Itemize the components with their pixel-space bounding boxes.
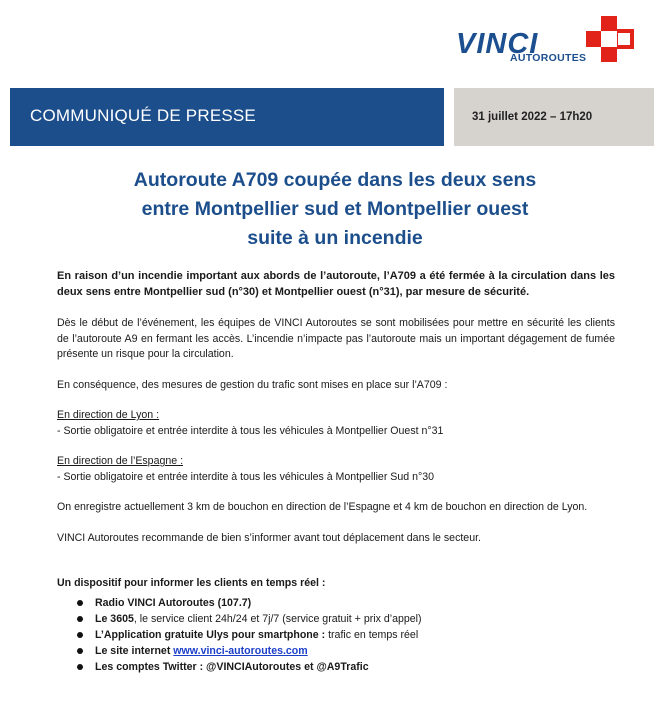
- paragraph-measures: En conséquence, des mesures de gestion du trafic sont mises en place sur l’A709 :: [57, 378, 448, 391]
- espagne-heading: En direction de l’Espagne :: [57, 455, 184, 467]
- site-label: Le site internet: [95, 644, 174, 657]
- lyon-measure: - Sortie obligatoire et entrée interdite à tous les véhicules à Montpellier Ouest n°31: [57, 424, 444, 437]
- headline: [60, 166, 610, 253]
- lead-paragraph: En raison d’un incendie important aux abords de l’autoroute, l’A709 a été fermée à la circulation dans les deux sens entre Montpellier sud (n°30) et Montpellier ouest (n°31), par mesure de sécurité.: [57, 270, 615, 298]
- info-title: Un dispositif pour informer les clients en temps réel :: [57, 577, 326, 589]
- phone-number: Le 3605: [95, 612, 134, 625]
- list-item: [77, 659, 615, 675]
- logo-wordmark: VINCI: [456, 28, 539, 60]
- press-release-banner: [10, 88, 444, 146]
- headline-line-1: Autoroute A709 coupée dans les deux sens: [133, 169, 537, 191]
- list-item: [77, 627, 615, 643]
- logo-subtitle: AUTOROUTES: [510, 52, 587, 64]
- phone-description: , le service client 24h/24 et 7j/7 (service gratuit + prix d’appel): [133, 612, 422, 625]
- info-list: [57, 595, 615, 675]
- list-item: [77, 611, 615, 627]
- paragraph-recommendation: VINCI Autoroutes recommande de bien s’informer avant tout déplacement dans le secteur.: [57, 531, 481, 544]
- headline-line-3: suite à un incendie: [247, 227, 423, 249]
- twitter-accounts: Les comptes Twitter : @VINCIAutoroutes et @A9Trafic: [95, 660, 369, 673]
- website-link[interactable]: www.vinci-autoroutes.com: [173, 644, 308, 657]
- date-banner: [454, 88, 654, 146]
- release-date: 31 juillet 2022 – 17h20: [472, 111, 593, 123]
- app-description: trafic en temps réel: [325, 628, 419, 641]
- app-name: L’Application gratuite Ulys pour smartphone :: [95, 628, 326, 641]
- radio-item: Radio VINCI Autoroutes (107.7): [95, 596, 252, 609]
- vinci-autoroutes-logo: [452, 14, 642, 66]
- paragraph-mobilisation: Dès le début de l’événement, les équipes de VINCI Autoroutes se sont mobilisées pour mettre en sécurité les clients de l’autoroute A9 en fermant les accès. L’incendie n’impacte pas l’autoroute mais un important dégagement de fumée présente un risque pour la circulation.: [57, 317, 615, 360]
- paragraph-traffic: On enregistre actuellement 3 km de bouchon en direction de l’Espagne et 4 km de bouchon en direction de Lyon.: [57, 501, 588, 513]
- headline-line-2: entre Montpellier sud et Montpellier ouest: [141, 198, 529, 220]
- press-release-label: COMMUNIQUÉ DE PRESSE: [30, 106, 256, 125]
- list-item: [77, 595, 615, 611]
- list-item: [77, 643, 615, 659]
- logo-cross-icon: [584, 14, 634, 64]
- article-body: [57, 268, 615, 675]
- espagne-measure: - Sortie obligatoire et entrée interdite à tous les véhicules à Montpellier Sud n°30: [57, 470, 434, 483]
- lyon-heading: En direction de Lyon :: [57, 409, 160, 421]
